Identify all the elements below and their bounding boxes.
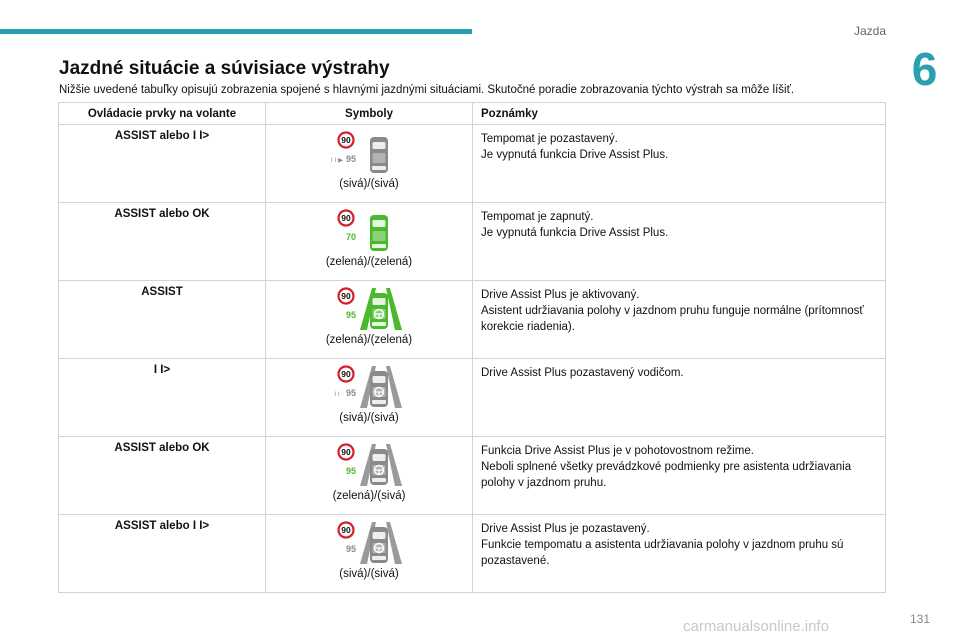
header-controls: Ovládacie prvky na volante bbox=[59, 103, 266, 125]
pause-indicator-icon: I I ▶ bbox=[330, 157, 344, 164]
symbol-cell bbox=[266, 437, 473, 515]
car-icon bbox=[370, 215, 388, 251]
notes-cell bbox=[473, 203, 886, 281]
note-line: Drive Assist Plus pozastavený vodičom. bbox=[481, 367, 684, 379]
symbol-cell bbox=[266, 359, 473, 437]
table-row bbox=[59, 359, 886, 437]
chapter-number: 6 bbox=[911, 43, 938, 95]
symbol-colors: (sivá)/(sivá) bbox=[339, 568, 399, 580]
set-speed-value: 95 bbox=[345, 154, 357, 164]
drive-assist-symbol bbox=[329, 287, 409, 331]
notes-cell bbox=[473, 437, 886, 515]
notes-cell bbox=[473, 281, 886, 359]
drive-assist-symbol bbox=[329, 521, 409, 565]
control-cell: ASSIST alebo OK bbox=[59, 437, 266, 515]
control-cell: ASSIST bbox=[59, 281, 266, 359]
drive-assist-symbol bbox=[329, 365, 409, 409]
symbol-colors: (sivá)/(sivá) bbox=[339, 412, 399, 424]
watermark: carmanualsonline.info bbox=[683, 618, 829, 635]
control-cell: I I> bbox=[59, 359, 266, 437]
car-icon bbox=[370, 527, 388, 563]
car-icon bbox=[370, 449, 388, 485]
page-number: 131 bbox=[909, 612, 930, 626]
symbol-colors: (zelená)/(sivá) bbox=[332, 490, 406, 502]
symbol-colors: (zelená)/(zelená) bbox=[325, 256, 413, 268]
note-line: Asistent udržiavania polohy v jazdnom pruhu funguje normálne (prítomnosť korekcie riadenia). bbox=[481, 305, 864, 333]
note-line: Je vypnutá funkcia Drive Assist Plus. bbox=[481, 227, 669, 239]
notes-cell bbox=[473, 125, 886, 203]
table-row bbox=[59, 515, 886, 593]
notes-cell bbox=[473, 359, 886, 437]
set-speed-value: 95 bbox=[345, 388, 357, 398]
pause-indicator-icon: I I bbox=[334, 391, 340, 398]
note-line: Tempomat je pozastavený. bbox=[481, 133, 618, 145]
symbol-colors: (zelená)/(zelená) bbox=[325, 334, 413, 346]
symbol-cell bbox=[266, 515, 473, 593]
drive-assist-symbol bbox=[329, 209, 409, 253]
note-line: Funkcia Drive Assist Plus je v pohotovostnom režime. bbox=[481, 445, 754, 457]
note-line: Tempomat je zapnutý. bbox=[481, 211, 594, 223]
intro-text: Nižšie uvedené tabuľky opisujú zobrazenia spojené s hlavnými jazdnými situáciami. Skutočné poradie zobrazovania týchto výstrah sa môže líšiť. bbox=[59, 84, 795, 96]
table-row bbox=[59, 203, 886, 281]
header-notes: Poznámky bbox=[473, 103, 886, 125]
table-header-row bbox=[59, 103, 886, 125]
note-line: Je vypnutá funkcia Drive Assist Plus. bbox=[481, 149, 669, 161]
section-name: Jazda bbox=[853, 24, 886, 38]
drive-assist-symbol bbox=[329, 131, 409, 175]
warnings-table bbox=[58, 102, 886, 593]
speed-limit-value: 90 bbox=[341, 447, 351, 457]
speed-limit-value: 90 bbox=[341, 525, 351, 535]
set-speed-value: 70 bbox=[345, 232, 357, 242]
car-icon bbox=[370, 371, 388, 407]
speed-limit-value: 90 bbox=[341, 369, 351, 379]
notes-cell bbox=[473, 515, 886, 593]
table-row bbox=[59, 281, 886, 359]
note-line: Drive Assist Plus je aktivovaný. bbox=[481, 289, 640, 301]
control-cell: ASSIST alebo I I> bbox=[59, 125, 266, 203]
set-speed-value: 95 bbox=[345, 310, 357, 320]
car-icon bbox=[370, 137, 388, 173]
header-symbols: Symboly bbox=[266, 103, 473, 125]
symbol-cell bbox=[266, 281, 473, 359]
page-title: Jazdné situácie a súvisiace výstrahy bbox=[59, 58, 390, 79]
speed-limit-value: 90 bbox=[341, 213, 351, 223]
table-row bbox=[59, 125, 886, 203]
symbol-cell bbox=[266, 125, 473, 203]
set-speed-value: 95 bbox=[345, 544, 357, 554]
control-cell: ASSIST alebo I I> bbox=[59, 515, 266, 593]
drive-assist-symbol bbox=[329, 443, 409, 487]
set-speed-value: 95 bbox=[345, 466, 357, 476]
control-cell: ASSIST alebo OK bbox=[59, 203, 266, 281]
symbol-cell bbox=[266, 203, 473, 281]
car-icon bbox=[370, 293, 388, 329]
header-accent-bar bbox=[0, 29, 472, 34]
note-line: Drive Assist Plus je pozastavený. bbox=[481, 523, 650, 535]
note-line: Neboli splnené všetky prevádzkové podmienky pre asistenta udržiavania polohy v jazdnom pruhu. bbox=[481, 461, 852, 489]
symbol-colors: (sivá)/(sivá) bbox=[339, 178, 399, 190]
table-row bbox=[59, 437, 886, 515]
speed-limit-value: 90 bbox=[341, 135, 351, 145]
speed-limit-value: 90 bbox=[341, 291, 351, 301]
note-line: Funkcie tempomatu a asistenta udržiavania polohy v jazdnom pruhu sú pozastavené. bbox=[481, 539, 844, 567]
